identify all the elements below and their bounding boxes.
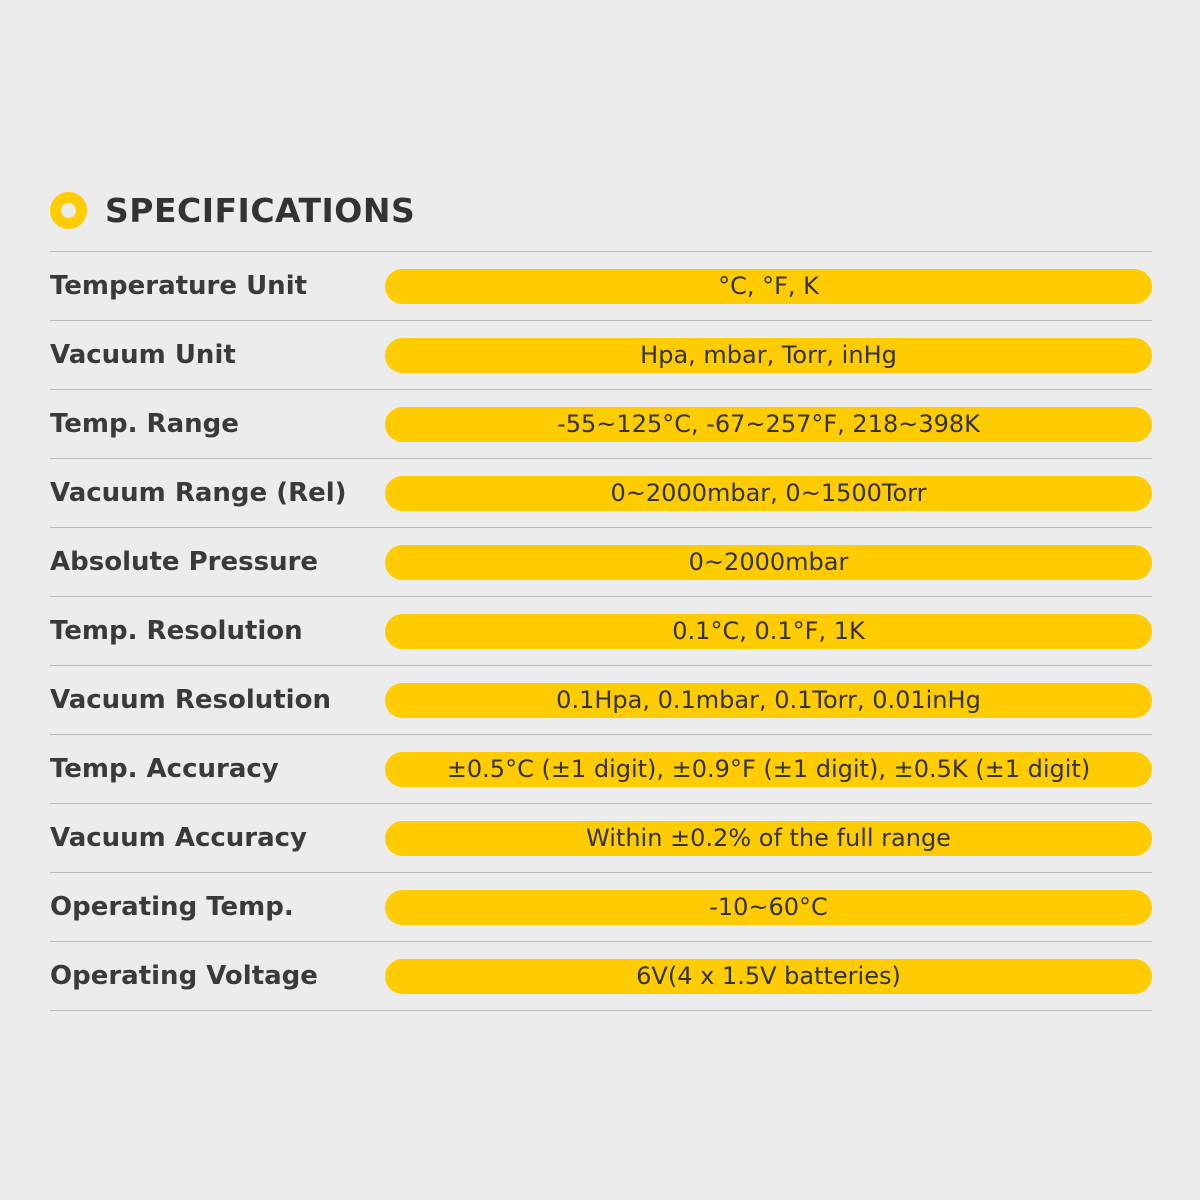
spec-value-pill: -55~125°C, -67~257°F, 218~398K: [385, 407, 1152, 442]
spec-value-pill: ±0.5°C (±1 digit), ±0.9°F (±1 digit), ±0.5K (±1 digit): [385, 752, 1152, 787]
spec-row-temp-resolution: [50, 597, 1152, 666]
spec-label: Temp. Resolution: [50, 616, 303, 646]
page-title: SPECIFICATIONS: [105, 190, 416, 230]
spec-label: Vacuum Unit: [50, 340, 236, 370]
spec-table: [50, 251, 1152, 1011]
spec-label: Temp. Accuracy: [50, 754, 279, 784]
spec-row-vacuum-resolution: [50, 666, 1152, 735]
spec-value-pill: 0~2000mbar: [385, 545, 1152, 580]
spec-label: Absolute Pressure: [50, 547, 319, 577]
spec-label: Operating Temp.: [50, 892, 294, 922]
spec-row-temp-accuracy: [50, 735, 1152, 804]
spec-row-vacuum-unit: [50, 321, 1152, 390]
spec-row-operating-voltage: [50, 942, 1152, 1011]
spec-row-vacuum-accuracy: [50, 804, 1152, 873]
spec-label: Operating Voltage: [50, 961, 318, 991]
spec-value-pill: 0~2000mbar, 0~1500Torr: [385, 476, 1152, 511]
spec-value-pill: Hpa, mbar, Torr, inHg: [385, 338, 1152, 373]
section-header: [50, 188, 415, 232]
spec-row-temperature-unit: [50, 252, 1152, 321]
spec-value-pill: 6V(4 x 1.5V batteries): [385, 959, 1152, 994]
spec-label: Vacuum Resolution: [50, 685, 331, 715]
spec-value-pill: -10~60°C: [385, 890, 1152, 925]
spec-row-temp-range: [50, 390, 1152, 459]
spec-label: Vacuum Accuracy: [50, 823, 308, 853]
spec-row-operating-temp: [50, 873, 1152, 942]
spec-label: Temperature Unit: [50, 271, 308, 301]
spec-row-absolute-pressure: [50, 528, 1152, 597]
spec-label: Temp. Range: [50, 409, 239, 439]
ring-icon: [50, 192, 87, 229]
spec-value-pill: 0.1Hpa, 0.1mbar, 0.1Torr, 0.01inHg: [385, 683, 1152, 718]
spec-value-pill: Within ±0.2% of the full range: [385, 821, 1152, 856]
spec-value-pill: °C, °F, K: [385, 269, 1152, 304]
spec-row-vacuum-range: [50, 459, 1152, 528]
spec-value-pill: 0.1°C, 0.1°F, 1K: [385, 614, 1152, 649]
spec-label: Vacuum Range (Rel): [50, 478, 347, 508]
